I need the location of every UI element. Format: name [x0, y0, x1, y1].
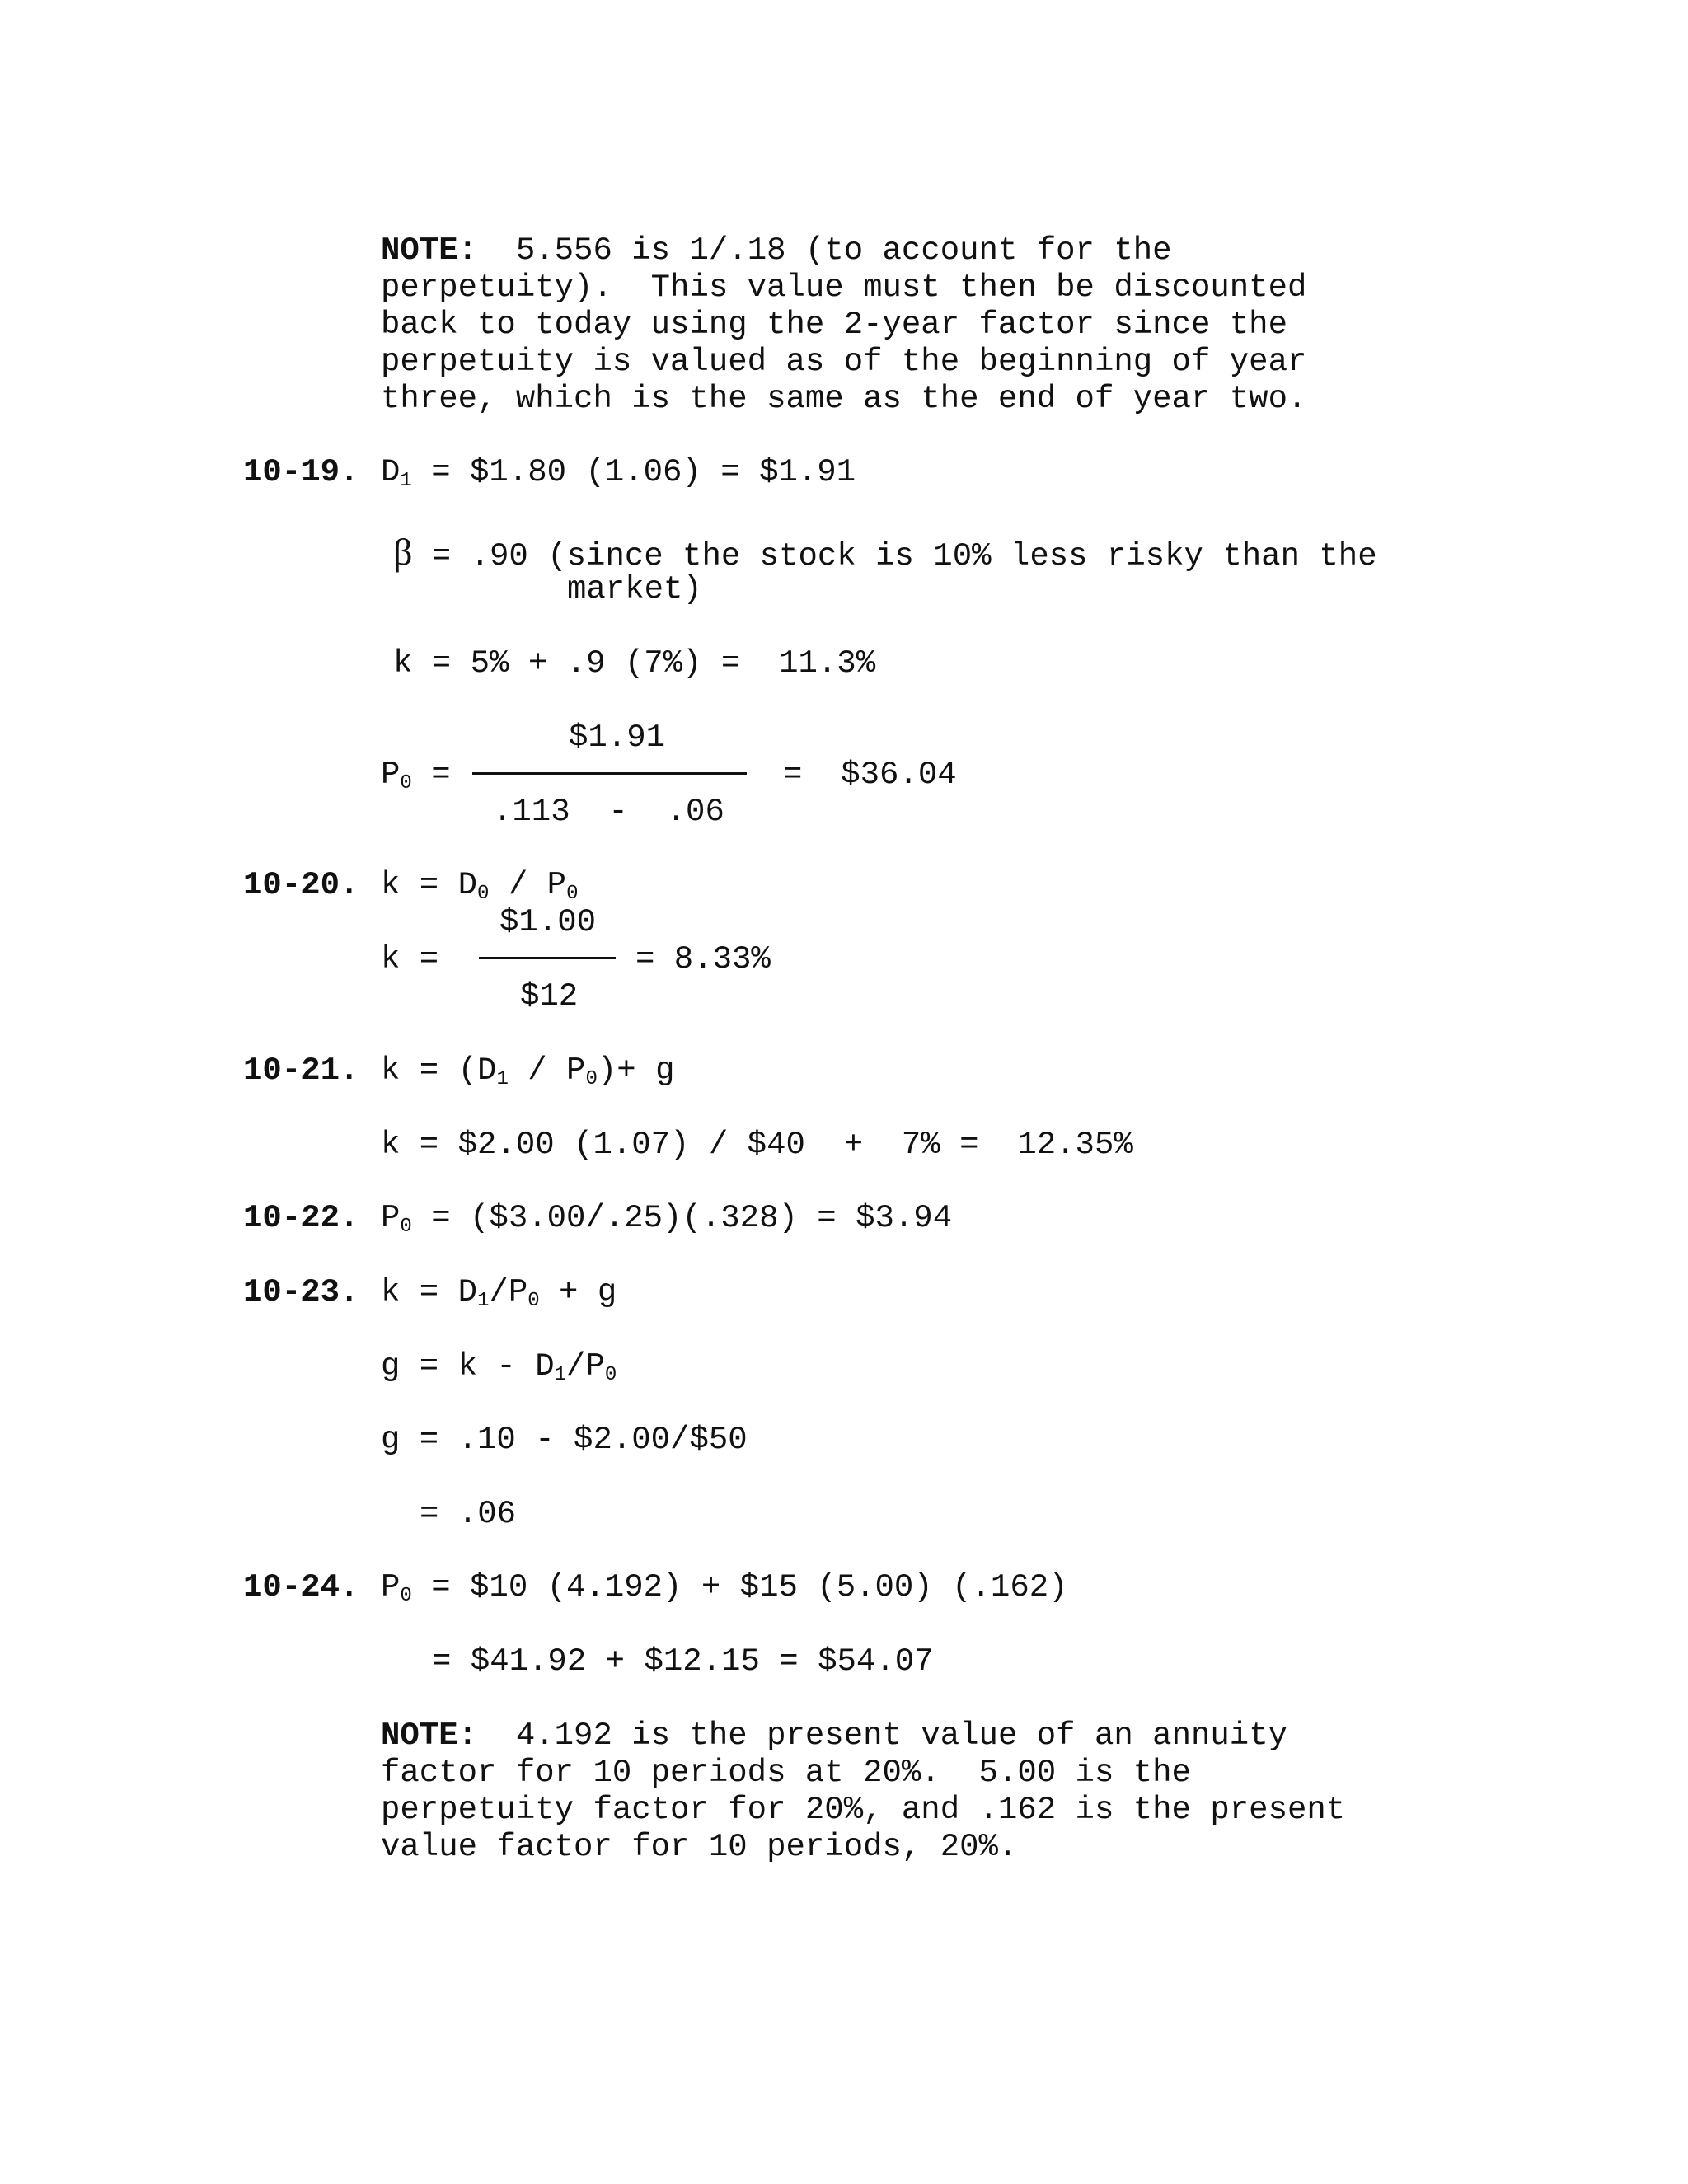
- fraction-bar: [479, 957, 616, 959]
- beta-line: β = .90 (since the stock is 10% less risky than the: [393, 531, 1377, 574]
- note-2-line-4: value factor for 10 periods, 20%.: [381, 1829, 1018, 1865]
- note-2-line-3: perpetuity factor for 20%, and .162 is the present: [381, 1792, 1346, 1828]
- k-formula: k = D1/P0 + g: [381, 1274, 617, 1312]
- p0-label: P0 =: [381, 757, 451, 794]
- note-2-line-1: [381, 1717, 1287, 1755]
- note-1-line-5: three, which is the same as the end of year two.: [381, 381, 1307, 417]
- problem-number: 10-21.: [243, 1052, 359, 1089]
- fraction-result: = $36.04: [783, 757, 957, 793]
- fraction-numerator: $1.00: [499, 904, 597, 940]
- problem-number: 10-19.: [243, 454, 359, 490]
- k-label: k =: [381, 941, 439, 977]
- note-label: NOTE:: [381, 232, 478, 269]
- problem-number: 10-22.: [243, 1200, 359, 1236]
- fraction-result: = 8.33%: [635, 941, 771, 977]
- p0-result: = $41.92 + $12.15 = $54.07: [432, 1643, 934, 1680]
- k-calculation: k = $2.00 (1.07) / $40 + 7% = 12.35%: [381, 1127, 1133, 1163]
- problem-number: 10-24.: [243, 1569, 359, 1605]
- g-formula: g = k - D1/P0: [381, 1348, 617, 1386]
- beta-continuation: market): [567, 571, 702, 607]
- note-1-line-2: perpetuity). This value must then be discounted: [381, 269, 1307, 306]
- g-result: = .06: [420, 1496, 517, 1532]
- k-formula: k = 5% + .9 (7%) = 11.3%: [393, 645, 876, 682]
- k-formula: k = (D1 / P0)+ g: [381, 1052, 675, 1090]
- k-formula: k = D0 / P0: [381, 867, 579, 905]
- note-text: 5.556 is 1/.18 (to account for the: [515, 232, 1172, 269]
- fraction-bar: [472, 772, 747, 775]
- fraction-denominator: $12: [520, 978, 579, 1015]
- note-2-line-2: factor for 10 periods at 20%. 5.00 is the: [381, 1755, 1191, 1791]
- formula-d1: D1 = $1.80 (1.06) = $1.91: [381, 454, 856, 492]
- fraction-numerator: $1.91: [569, 719, 666, 756]
- p0-formula: P0 = $10 (4.192) + $15 (5.00) (.162): [381, 1569, 1068, 1607]
- g-calculation: g = .10 - $2.00/$50: [381, 1422, 748, 1458]
- problem-number: 10-20.: [243, 867, 359, 903]
- beta-symbol: β: [393, 531, 413, 573]
- note-1-line-4: perpetuity is valued as of the beginning of year: [381, 344, 1307, 380]
- note-1-line-3: back to today using the 2-year factor since the: [381, 307, 1287, 343]
- p0-formula: P0 = ($3.00/.25)(.328) = $3.94: [381, 1200, 953, 1238]
- problem-number: 10-23.: [243, 1274, 359, 1310]
- fraction-denominator: .113 - .06: [493, 794, 724, 830]
- note-label: NOTE:: [381, 1718, 478, 1754]
- note-text: 4.192 is the present value of an annuity: [515, 1718, 1287, 1754]
- note-1-line-1: [381, 232, 1172, 269]
